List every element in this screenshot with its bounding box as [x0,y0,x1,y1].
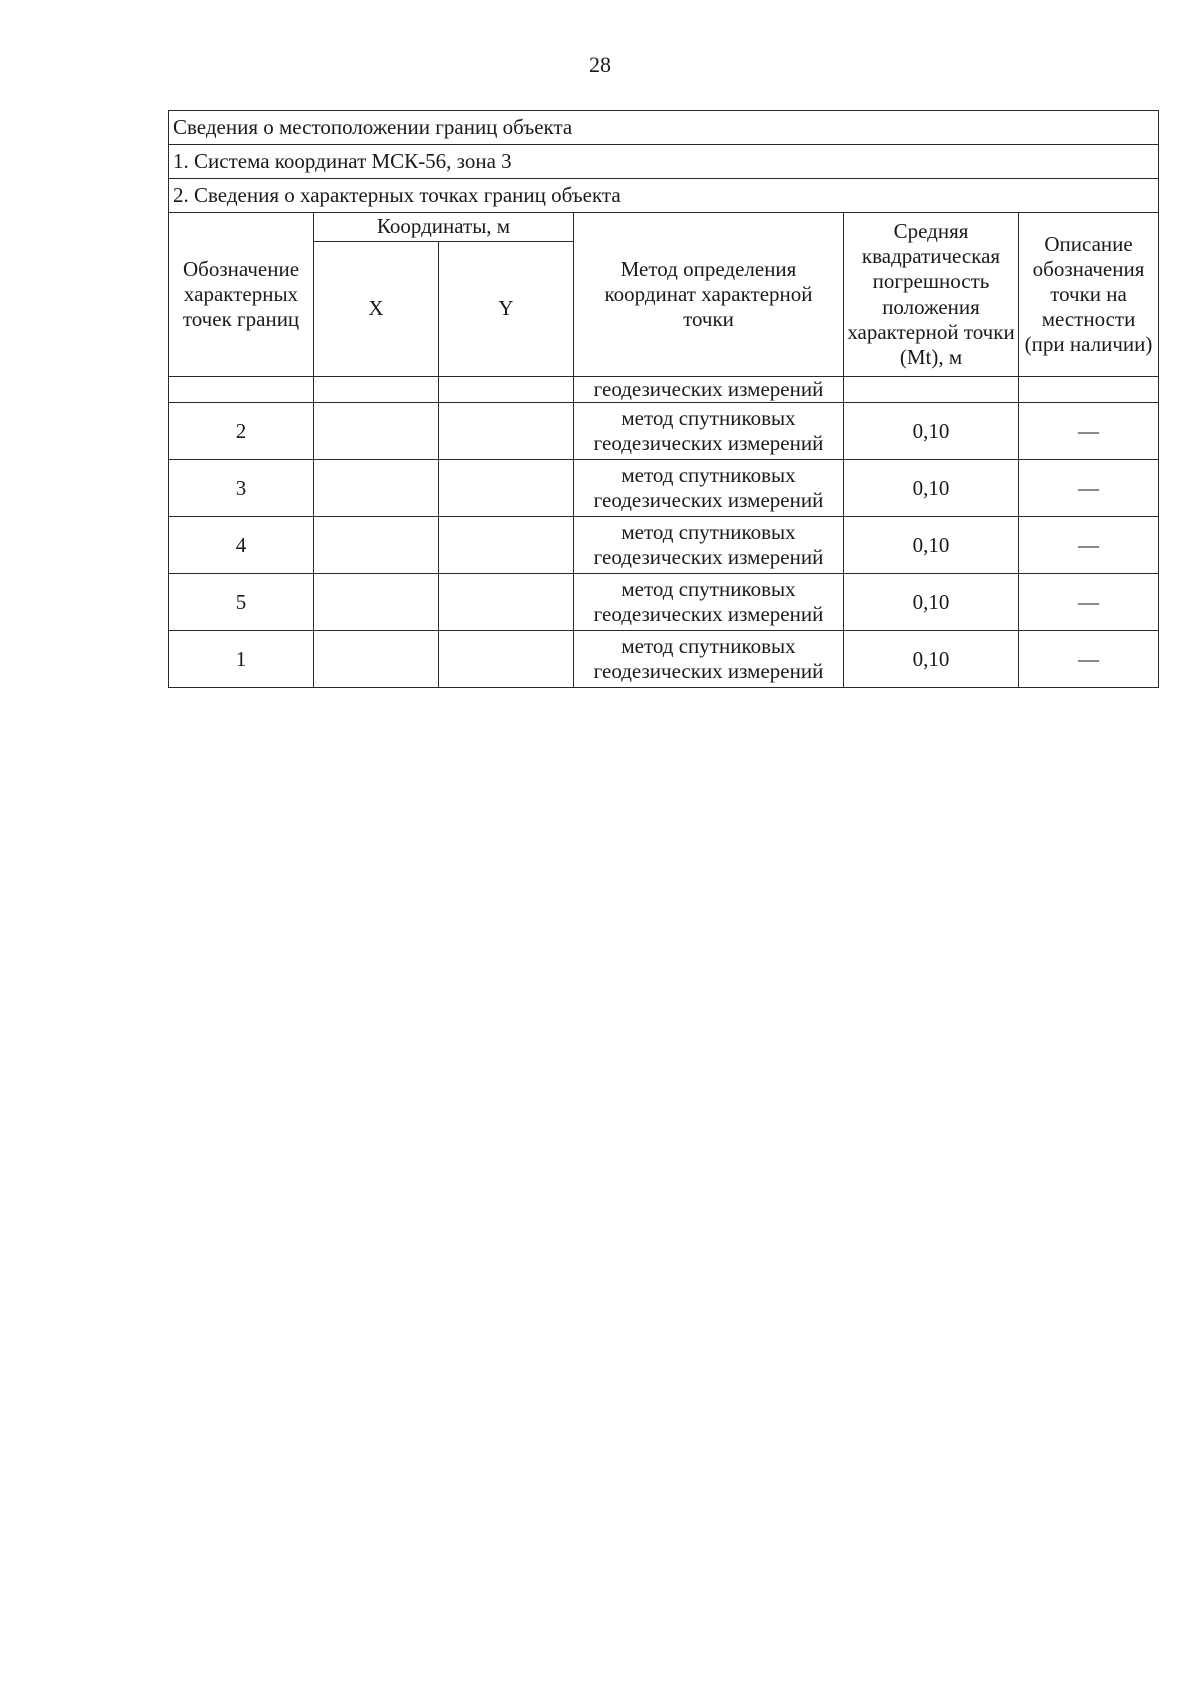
x-cell [314,574,439,631]
point-cell: 1 [169,631,314,688]
error-cell: 0,10 [844,517,1019,574]
table-row [169,403,1159,460]
continuation-row [169,377,1159,403]
point-cell: 5 [169,574,314,631]
method-cell: метод спутниковых геодезических измерений [574,517,844,574]
description-cell: — [1019,460,1159,517]
table-row [169,631,1159,688]
y-cell [439,574,574,631]
header-error: Средняя квадратическая погрешность положения характерной точки (Mt), м [844,213,1019,377]
y-cell [439,460,574,517]
x-cell [314,517,439,574]
description-cell: — [1019,574,1159,631]
method-cell: метод спутниковых геодезических измерений [574,574,844,631]
cont-y [439,377,574,403]
description-cell: — [1019,403,1159,460]
point-cell: 3 [169,460,314,517]
y-cell [439,631,574,688]
boundary-points-table [168,110,1159,688]
table-row [169,517,1159,574]
method-cell: метод спутниковых геодезических измерений [574,403,844,460]
table-row [169,574,1159,631]
method-cell: метод спутниковых геодезических измерений [574,631,844,688]
x-cell [314,631,439,688]
description-cell: — [1019,517,1159,574]
method-cell: метод спутниковых геодезических измерений [574,460,844,517]
error-cell: 0,10 [844,574,1019,631]
page-number: 28 [589,52,611,77]
section-title: 2. Сведения о характерных точках границ объекта [169,179,1159,213]
cont-error [844,377,1019,403]
x-cell [314,460,439,517]
table-row [169,460,1159,517]
cont-x [314,377,439,403]
error-cell: 0,10 [844,631,1019,688]
header-row-1 [169,213,1159,242]
error-cell: 0,10 [844,403,1019,460]
cont-method: геодезических измерений [574,377,844,403]
coordinate-system-row [169,145,1159,179]
table-title: Сведения о местоположении границ объекта [169,111,1159,145]
y-cell [439,403,574,460]
description-cell: — [1019,631,1159,688]
cont-point [169,377,314,403]
header-description: Описание обозначения точки на местности (при наличии) [1019,213,1159,377]
point-cell: 2 [169,403,314,460]
error-cell: 0,10 [844,460,1019,517]
header-method: Метод определения координат характерной точки [574,213,844,377]
point-cell: 4 [169,517,314,574]
x-cell [314,403,439,460]
header-designation: Обозначение характерных точек границ [169,213,314,377]
coordinate-system: 1. Система координат МСК-56, зона 3 [169,145,1159,179]
header-x: X [314,242,439,377]
header-y: Y [439,242,574,377]
cont-description [1019,377,1159,403]
y-cell [439,517,574,574]
section-title-row [169,179,1159,213]
header-coordinates: Координаты, м [314,213,574,242]
table-title-row [169,111,1159,145]
